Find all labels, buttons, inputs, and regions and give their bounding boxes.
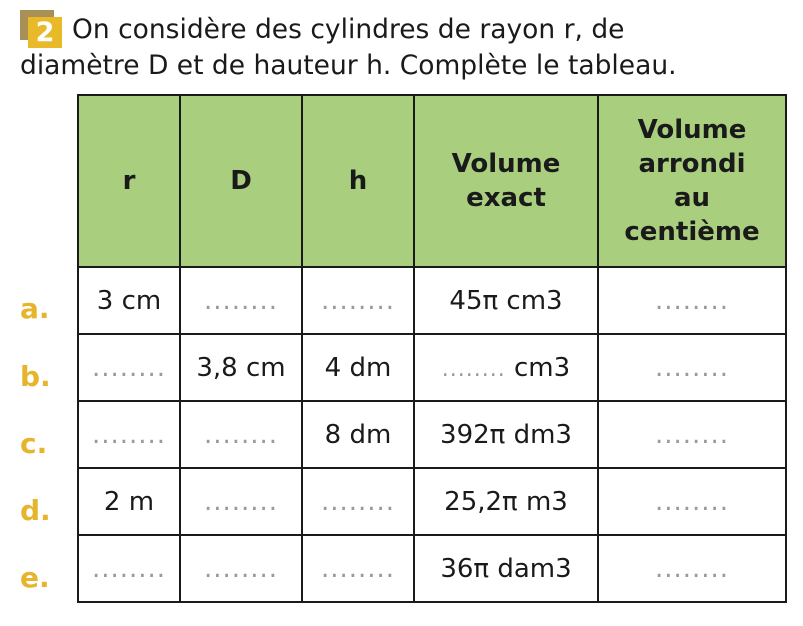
cell-D[interactable]: ........: [180, 468, 302, 535]
table-row: [78, 267, 786, 334]
cell-volume: 45π cm3: [414, 267, 598, 334]
cell-r[interactable]: ........: [78, 401, 180, 468]
cell-volume: 36π dam3: [414, 535, 598, 602]
table-row: [78, 334, 786, 401]
exercise-instructions: [20, 12, 800, 84]
table-row: [78, 535, 786, 602]
instructions-line-1: On considère des cylindres de rayon r, de: [72, 14, 625, 45]
header-volume-exact: [414, 95, 598, 267]
header-volume-rounded-line: Volume: [637, 115, 747, 145]
cell-r: 2 m: [78, 468, 180, 535]
cell-volume[interactable]: [414, 334, 598, 401]
header-h: h: [302, 95, 414, 267]
cell-D[interactable]: ........: [180, 267, 302, 334]
cell-D[interactable]: ........: [180, 535, 302, 602]
header-volume-exact-line: Volume: [451, 149, 561, 179]
table-row: [78, 468, 786, 535]
row-labels: [20, 0, 60, 626]
header-volume-exact-line: exact: [466, 183, 546, 213]
cell-D: 3,8 cm: [180, 334, 302, 401]
instructions-line-2: diamètre D et de hauteur h. Complète le tableau.: [20, 50, 677, 81]
volume-blank[interactable]: ........: [441, 356, 506, 382]
row-label-b: b.: [20, 360, 51, 393]
header-volume-rounded-line: arrondi: [638, 149, 746, 179]
cell-rounded[interactable]: ........: [598, 267, 786, 334]
table-header-row: [78, 95, 786, 267]
cell-D[interactable]: ........: [180, 401, 302, 468]
cell-rounded[interactable]: ........: [598, 401, 786, 468]
cell-r: 3 cm: [78, 267, 180, 334]
cell-h: 4 dm: [302, 334, 414, 401]
cell-h[interactable]: ........: [302, 468, 414, 535]
cell-h[interactable]: ........: [302, 267, 414, 334]
cell-h[interactable]: ........: [302, 535, 414, 602]
cell-rounded[interactable]: ........: [598, 535, 786, 602]
cell-rounded[interactable]: ........: [598, 468, 786, 535]
header-D: D: [180, 95, 302, 267]
row-label-a: a.: [20, 292, 50, 325]
cell-r[interactable]: ........: [78, 334, 180, 401]
table-row: [78, 401, 786, 468]
header-r: r: [78, 95, 180, 267]
cell-r[interactable]: ........: [78, 535, 180, 602]
header-volume-rounded-line: au: [673, 183, 711, 213]
row-label-c: c.: [20, 427, 48, 460]
cylinder-table: [77, 94, 787, 603]
exercise-number: 2: [28, 17, 62, 48]
header-volume-rounded-line: centième: [624, 217, 760, 247]
cell-volume: 392π dm3: [414, 401, 598, 468]
cell-h: 8 dm: [302, 401, 414, 468]
cell-volume: 25,2π m3: [414, 468, 598, 535]
row-label-e: e.: [20, 561, 50, 594]
row-label-d: d.: [20, 494, 51, 527]
volume-unit: cm3: [514, 352, 571, 383]
header-volume-rounded: [598, 95, 786, 267]
cell-rounded[interactable]: ........: [598, 334, 786, 401]
